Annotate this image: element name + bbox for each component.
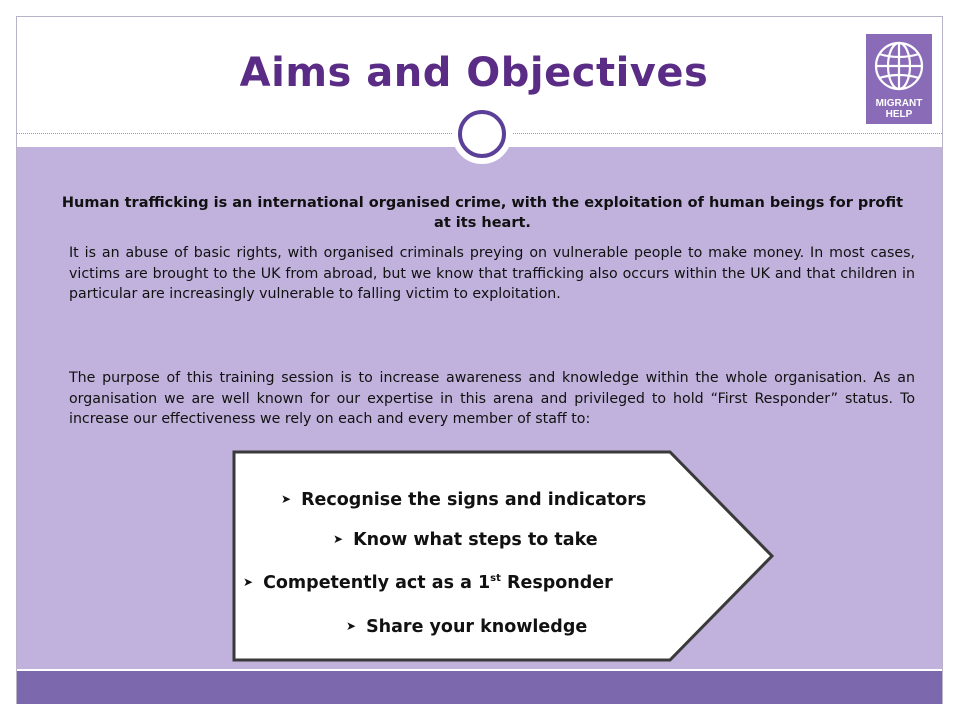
objective-item: ➤ Know what steps to take (333, 530, 598, 550)
svg-text:HELP: HELP (885, 109, 913, 120)
arrow-bullet-icon: ➤ (333, 532, 344, 546)
migrant-help-logo (866, 34, 932, 124)
objective-item: ➤ Competently act as a 1st Responder (243, 573, 613, 593)
lead-statement: Human trafficking is an international organised crime, with the exploitation of human beings for profit at its heart. (61, 195, 904, 231)
slide-title: Aims and Objectives (239, 50, 709, 96)
objective-item: ➤ Recognise the signs and indicators (281, 490, 647, 510)
circle-icon (458, 110, 506, 158)
arrow-bullet-icon: ➤ (243, 575, 254, 589)
logo-text: MIGRANT (875, 98, 923, 109)
objective-item: ➤ Share your knowledge (346, 617, 588, 637)
paragraph-abuse: It is an abuse of basic rights, with organised criminals preying on vulnerable people to make money. In most cases, victims are brought to the UK from abroad, but we know that trafficking also occurs within the UK and that children in particular are increasingly vulnerable to falling victim to exploitation. (69, 245, 915, 302)
arrow-bullet-icon: ➤ (281, 492, 292, 506)
arrow-bullet-icon: ➤ (346, 619, 357, 633)
footer-bar (17, 671, 942, 704)
paragraph-purpose: The purpose of this training session is to increase awareness and knowledge within the whole organisation. As an organisation we are well known for our expertise in this arena and privileged to hold “First Responder” status. To increase our effectiveness we rely on each and every member of staff to: (69, 370, 915, 427)
